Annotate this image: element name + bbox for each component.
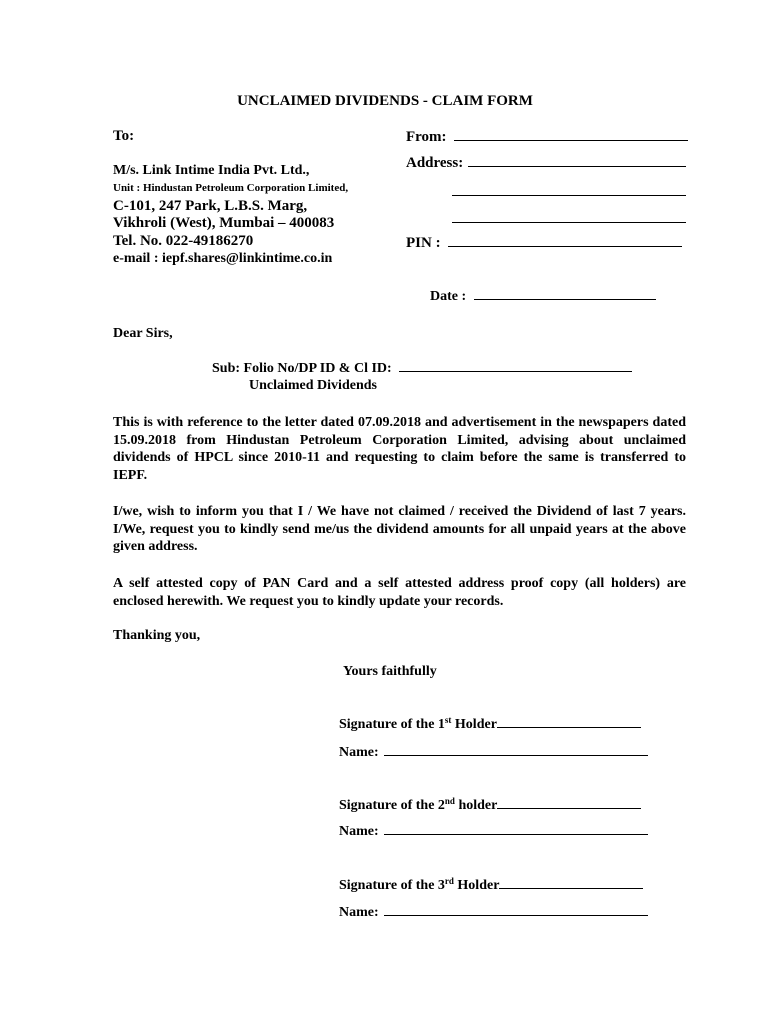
address-label: Address: [406,155,464,171]
name-holder-1-label: Name: [339,745,379,760]
signature-holder-2-label: Signature of the 2nd holder [339,796,498,813]
name-holder-3-label: Name: [339,905,379,920]
thanking-line: Thanking you, [113,628,201,643]
name-holder-2-line[interactable] [384,833,648,835]
recipient-unit: Unit : Hindustan Petroleum Corporation Limited, [113,182,349,194]
signature-holder-1-label: Signature of the 1st Holder [339,715,497,732]
from-blank-line[interactable] [454,139,688,141]
to-label: To: [113,128,135,144]
paragraph-reference: This is with reference to the letter dated 07.09.2018 and advertisement in the newspapers dated 15.09.2018 from Hindustan Petroleum Corporation Limited, advising about unclaimed dividends of HPCL since 2010-11 and requesting to claim before the same is transferred to IEPF. [113,415,686,483]
from-field[interactable] [406,129,688,146]
form-title: UNCLAIMED DIVIDENDS - CLAIM FORM [237,93,533,109]
address-field[interactable] [406,155,686,172]
closing-line: Yours faithfully [343,664,437,679]
signature-holder-3[interactable] [339,878,643,894]
name-holder-3-line[interactable] [384,914,648,916]
folio-blank-line[interactable] [399,370,632,372]
recipient-company: M/s. Link Intime India Pvt. Ltd., [113,163,310,178]
paragraph-enclosures: A self attested copy of PAN Card and a self attested address proof copy (all holders) are enclosed herewith. We request you to kindly update your records. [113,576,686,609]
recipient-email: e-mail : iepf.shares@linkintime.co.in [113,251,333,266]
subject-line[interactable] [212,361,632,377]
signature-holder-1-line[interactable] [497,726,641,728]
name-holder-2-label: Name: [339,824,379,839]
signature-holder-3-label: Signature of the 3rd Holder [339,876,500,893]
name-holder-1[interactable] [339,745,648,761]
date-label: Date : [430,289,467,304]
date-blank-line[interactable] [474,298,656,300]
name-holder-2[interactable] [339,824,648,840]
name-holder-3[interactable] [339,905,648,921]
date-field[interactable] [430,289,656,305]
signature-holder-3-line[interactable] [499,887,643,889]
signature-holder-2-line[interactable] [497,807,641,809]
paragraph-request: I/we, wish to inform you that I / We have not claimed / received the Dividend of last 7 years. I/We, request you to kindly send me/us the dividend amounts for all unpaid years at the above given address. [113,504,686,554]
signature-holder-1[interactable] [339,717,641,733]
address-blank-line-2[interactable] [452,195,686,196]
address-blank-line-3[interactable] [452,222,686,223]
subject-topic: Unclaimed Dividends [249,378,377,393]
pin-blank-line[interactable] [448,245,682,247]
address-blank-line-1[interactable] [468,165,686,167]
pin-field[interactable] [406,235,682,252]
salutation: Dear Sirs, [113,326,173,341]
pin-label: PIN : [406,235,441,251]
from-label: From: [406,129,447,145]
recipient-tel: Tel. No. 022-49186270 [113,233,254,249]
recipient-address-line2: Vikhroli (West), Mumbai – 400083 [113,215,335,231]
subject-label: Sub: Folio No/DP ID & Cl ID: [212,361,392,376]
signature-holder-2[interactable] [339,798,641,814]
recipient-address-line1: C-101, 247 Park, L.B.S. Marg, [113,198,308,214]
name-holder-1-line[interactable] [384,754,648,756]
